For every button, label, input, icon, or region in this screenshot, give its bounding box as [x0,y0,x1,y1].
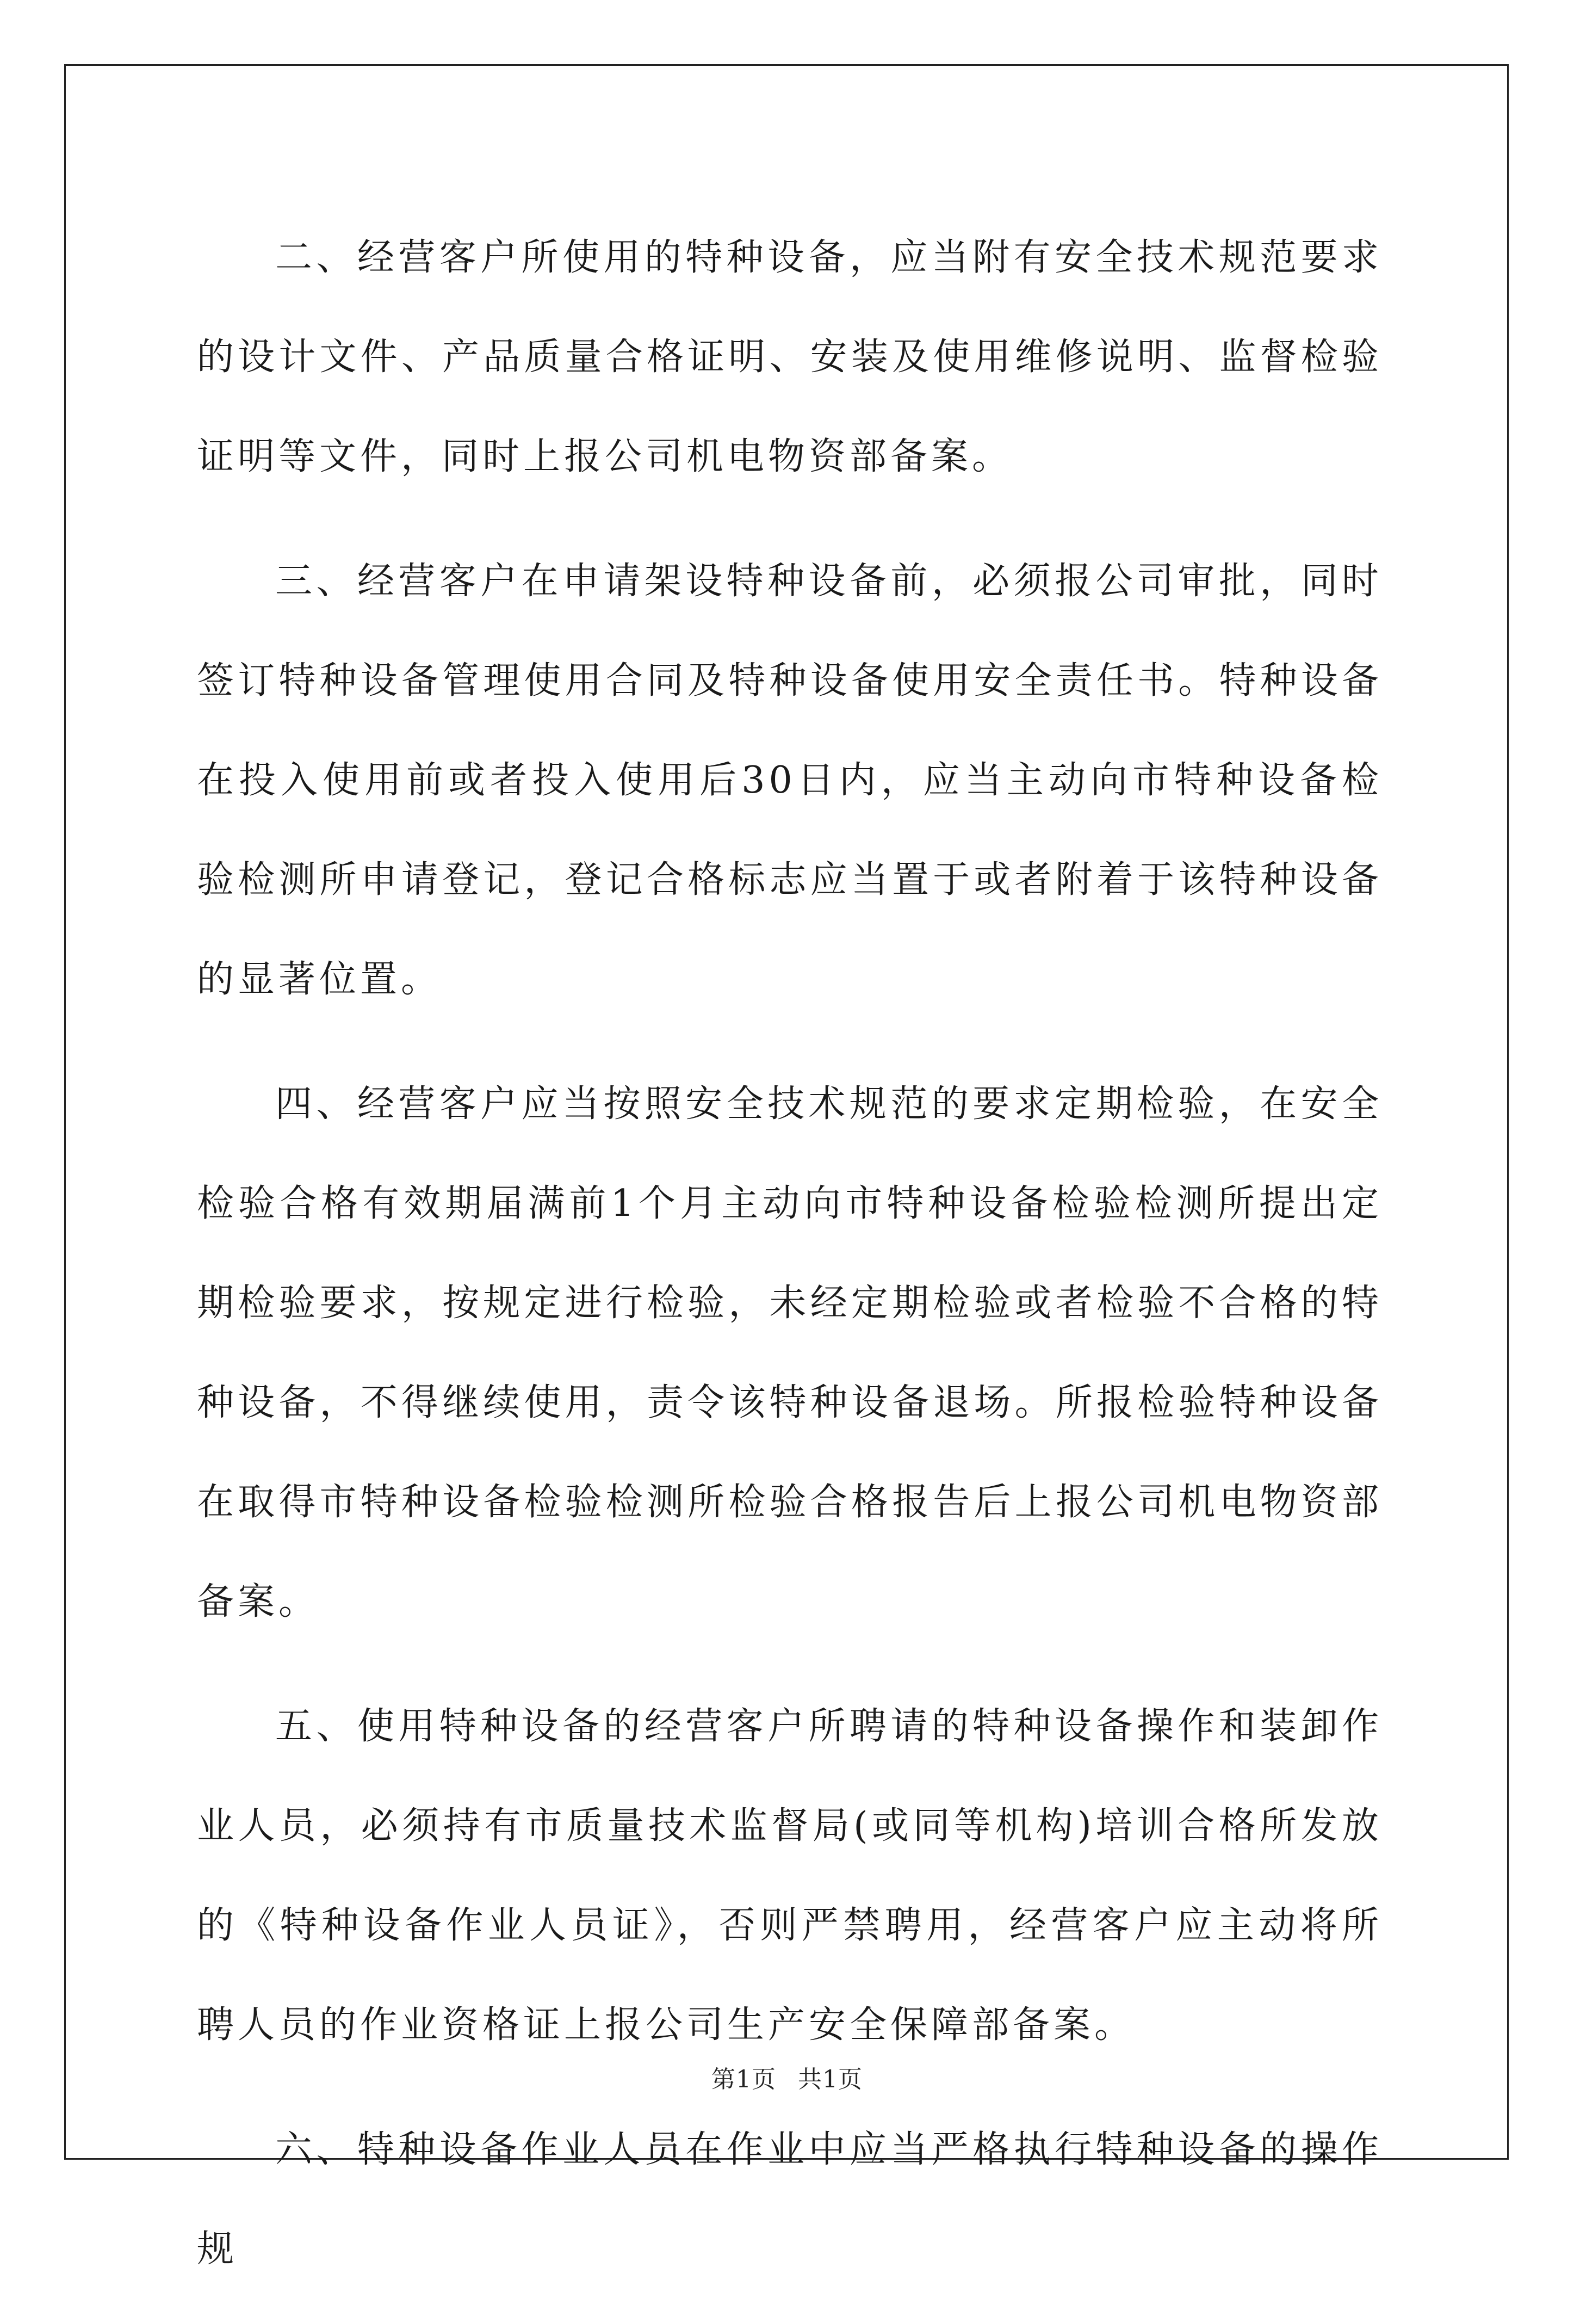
page-footer [0,2060,1574,2094]
paragraph-4: 四、经营客户应当按照安全技术规范的要求定期检验，在安全检验合格有效期届满前1个月主动向市特种设备检验检测所提出定期检验要求，按规定进行检验，未经定期检验或者检验不合格的特种设备，不得继续使用，责令该特种设备退场。所报检验特种设备在取得市特种设备检验检测所检验合格报告后上报公司机电物资部备案。 [197,1083,1383,1623]
paragraph-6: 六、特种设备作业人员在作业中应当严格执行特种设备的操作规 [197,2128,1383,2271]
page-number: 第1页 [711,2066,776,2093]
paragraph-2: 二、经营客户所使用的特种设备，应当附有安全技术规范要求的设计文件、产品质量合格证明、安装及使用维修说明、监督检验证明等文件，同时上报公司机电物资部备案。 [197,236,1383,478]
document-body [197,208,1383,2324]
page-total: 共1页 [798,2066,863,2093]
paragraph-5: 五、使用特种设备的经营客户所聘请的特种设备操作和装卸作业人员，必须持有市质量技术监督局(或同等机构)培训合格所发放的《特种设备作业人员证》，否则严禁聘用，经营客户应主动将所聘人员的作业资格证上报公司生产安全保障部备案。 [197,1705,1383,2047]
paragraph-3: 三、经营客户在申请架设特种设备前，必须报公司审批，同时签订特种设备管理使用合同及特种设备使用安全责任书。特种设备在投入使用前或者投入使用后30日内，应当主动向市特种设备检验检测所申请登记，登记合格标志应当置于或者附着于该特种设备的显著位置。 [197,560,1383,1001]
